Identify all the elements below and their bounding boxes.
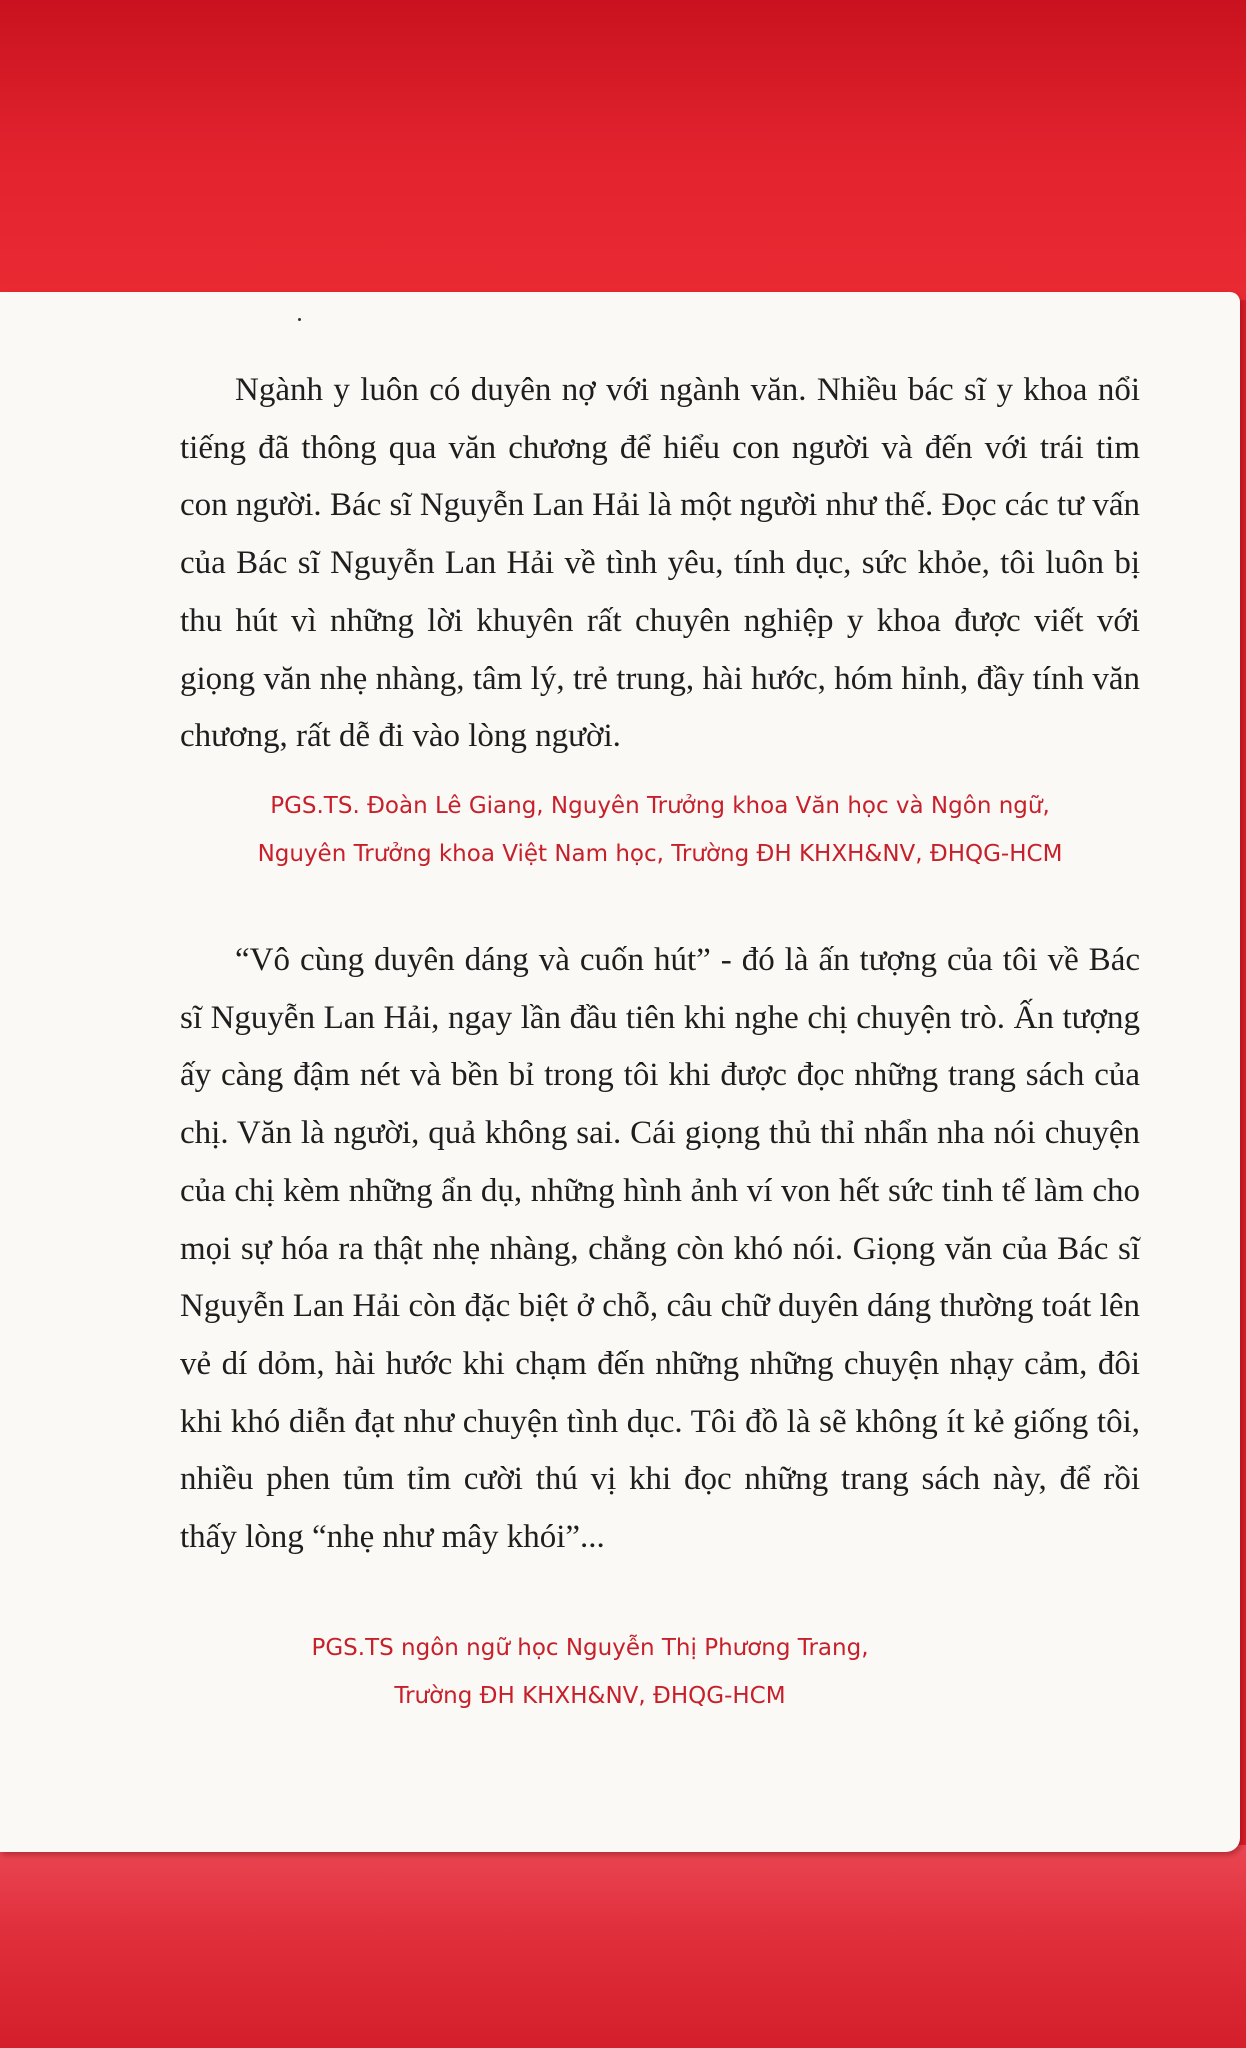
red-cover-top bbox=[0, 0, 1246, 300]
quote-paragraph-2: “Vô cùng duyên dáng và cuốn hút” - đó là ấn tượng của tôi về Bác sĩ Nguyễn Lan Hải, ngay lần đầu tiên khi nghe chị chuyện trò. Ấn tượng ấy càng đậm nét và bền bỉ trong tôi khi được đọc những trang sách của chị. Văn là người, quả không sai. Cái giọng thủ thỉ nhẩn nha nói chuyện của chị kèm những ẩn dụ, những hình ảnh ví von hết sức tinh tế làm cho mọi sự hóa ra thật nhẹ nhàng, chẳng còn khó nói. Giọng văn của Bác sĩ Nguyễn Lan Hải còn đặc biệt ở chỗ, câu chữ duyên dáng thường toát lên vẻ dí dỏm, hài hước khi chạm đến những những chuyện nhạy cảm, đôi khi khó diễn đạt như chuyện tình dục. Tôi đồ là sẽ không ít kẻ giống tôi, nhiều phen tủm tỉm cười thú vị khi đọc những trang sách này, để rồi thấy lòng “nhẹ như mây khói”... bbox=[180, 942, 1140, 1556]
red-cover-bottom bbox=[0, 1845, 1246, 2048]
attribution-2-line-1: PGS.TS ngôn ngữ học Nguyễn Thị Phương Trang, bbox=[311, 1635, 869, 1661]
quote-attribution-2 bbox=[230, 1624, 950, 1720]
quote-paragraph-1: Ngành y luôn có duyên nợ với ngành văn. Nhiều bác sĩ y khoa nổi tiếng đã thông qua văn chương để hiểu con người và đến với trái tim con người. Bác sĩ Nguyễn Lan Hải là một người như thế. Đọc các tư vấn của Bác sĩ Nguyễn Lan Hải về tình yêu, tính dục, sức khỏe, tôi luôn bị thu hút vì những lời khuyên rất chuyên nghiệp y khoa được viết với giọng văn nhẹ nhàng, tâm lý, trẻ trung, hài hước, hóm hỉnh, đầy tính văn chương, rất dễ đi vào lòng người. bbox=[180, 372, 1140, 755]
attribution-1-line-1: PGS.TS. Đoàn Lê Giang, Nguyên Trưởng khoa Văn học và Ngôn ngữ, bbox=[270, 793, 1050, 819]
attribution-1-line-2: Nguyên Trưởng khoa Việt Nam học, Trường ĐH KHXH&NV, ĐHQG-HCM bbox=[257, 841, 1063, 867]
quote-attribution-1 bbox=[180, 782, 1140, 878]
attribution-2-line-2: Trường ĐH KHXH&NV, ĐHQG-HCM bbox=[394, 1683, 786, 1709]
book-page bbox=[0, 292, 1240, 1852]
speck-mark bbox=[298, 318, 301, 321]
